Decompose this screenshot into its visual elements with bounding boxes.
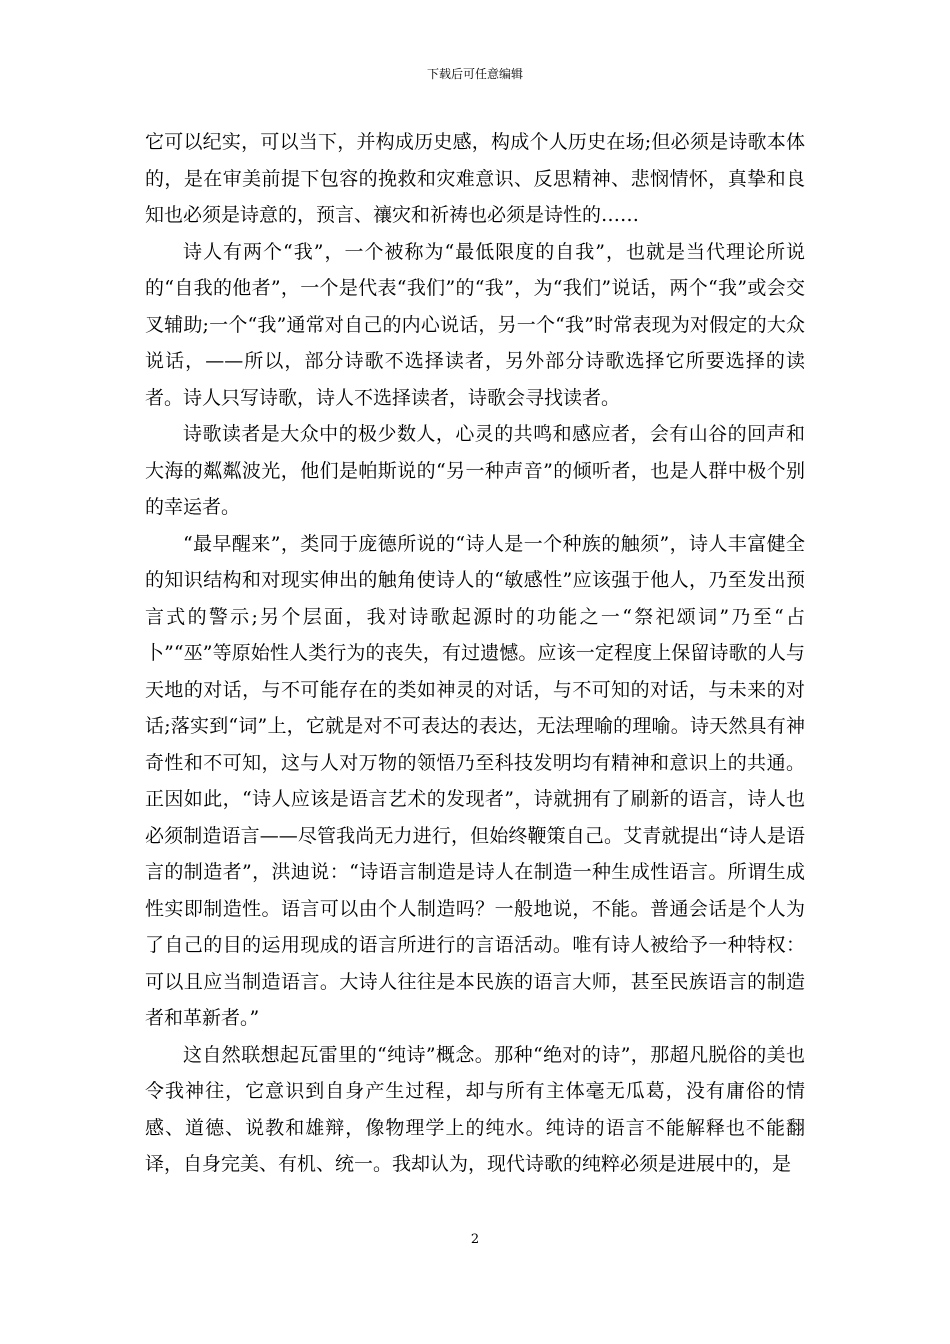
document-body	[145, 124, 805, 1183]
paragraph-5: 这自然联想起瓦雷里的“纯诗”概念。那种“绝对的诗”，那超凡脱俗的美也令我神往，它意识到自身产生过程，却与所有主体毫无瓜葛，没有庸俗的情感、道德、说教和雄辩，像物理学上的纯水。纯诗的语言不能解释也不能翻译，自身完美、有机、统一。我却认为，现代诗歌的纯粹必须是进展中的，是	[145, 1043, 805, 1175]
page-number: 2	[470, 1232, 480, 1247]
paragraph-1: 它可以纪实，可以当下，并构成历史感，构成个人历史在场;但必须是诗歌本体的，是在审美前提下包容的挽救和灾难意识、反思精神、悲悯情怀，真挚和良知也必须是诗意的，预言、禳灾和祈祷也必须是诗性的……	[145, 131, 805, 226]
page-header: 下载后可任意编辑	[426, 67, 523, 81]
paragraph-3: 诗歌读者是大众中的极少数人，心灵的共鸣和感应者，会有山谷的回声和大海的粼粼波光，他们是帕斯说的“另一种声音”的倾听者，也是人群中极个别的幸运者。	[145, 423, 805, 518]
paragraph-4: “最早醒来”，类同于庞德所说的“诗人是一个种族的触须”，诗人丰富健全的知识结构和对现实伸出的触角使诗人的“敏感性”应该强于他人，乃至发出预言式的警示;另个层面，我对诗歌起源时的功能之一“祭祀颂词”乃至“占卜”“巫”等原始性人类行为的丧失，有过遗憾。应该一定程度上保留诗歌的人与天地的对话，与不可能存在的类如神灵的对话，与不可知的对话，与未来的对话;落实到“词”上，它就是对不可表达的表达，无法理喻的理喻。诗天然具有神奇性和不可知，这与人对万物的领悟乃至科技发明均有精神和意识上的共通。正因如此，“诗人应该是语言艺术的发现者”，诗就拥有了刷新的语言，诗人也必须制造语言——尽管我尚无力进行，但始终鞭策自己。艾青就提出“诗人是语言的制造者”，洪迪说：“诗语言制造是诗人在制造一种生成性语言。所谓生成性实即制造性。语言可以由个人制造吗？一般地说，不能。普通会话是个人为了自己的目的运用现成的语言所进行的言语活动。唯有诗人被给予一种特权：可以且应当制造语言。大诗人往往是本民族的语言大师，甚至民族语言的制造者和革新者。”	[145, 532, 805, 1029]
paragraph-2: 诗人有两个“我”，一个被称为“最低限度的自我”，也就是当代理论所说的“自我的他者”，一个是代表“我们”的“我”，为“我们”说话，两个“我”或会交叉辅助;一个“我”通常对自己的内心说话，另一个“我”时常表现为对假定的大众说话，——所以，部分诗歌不选择读者，另外部分诗歌选择它所要选择的读者。诗人只写诗歌，诗人不选择读者，诗歌会寻找读者。	[145, 240, 805, 409]
